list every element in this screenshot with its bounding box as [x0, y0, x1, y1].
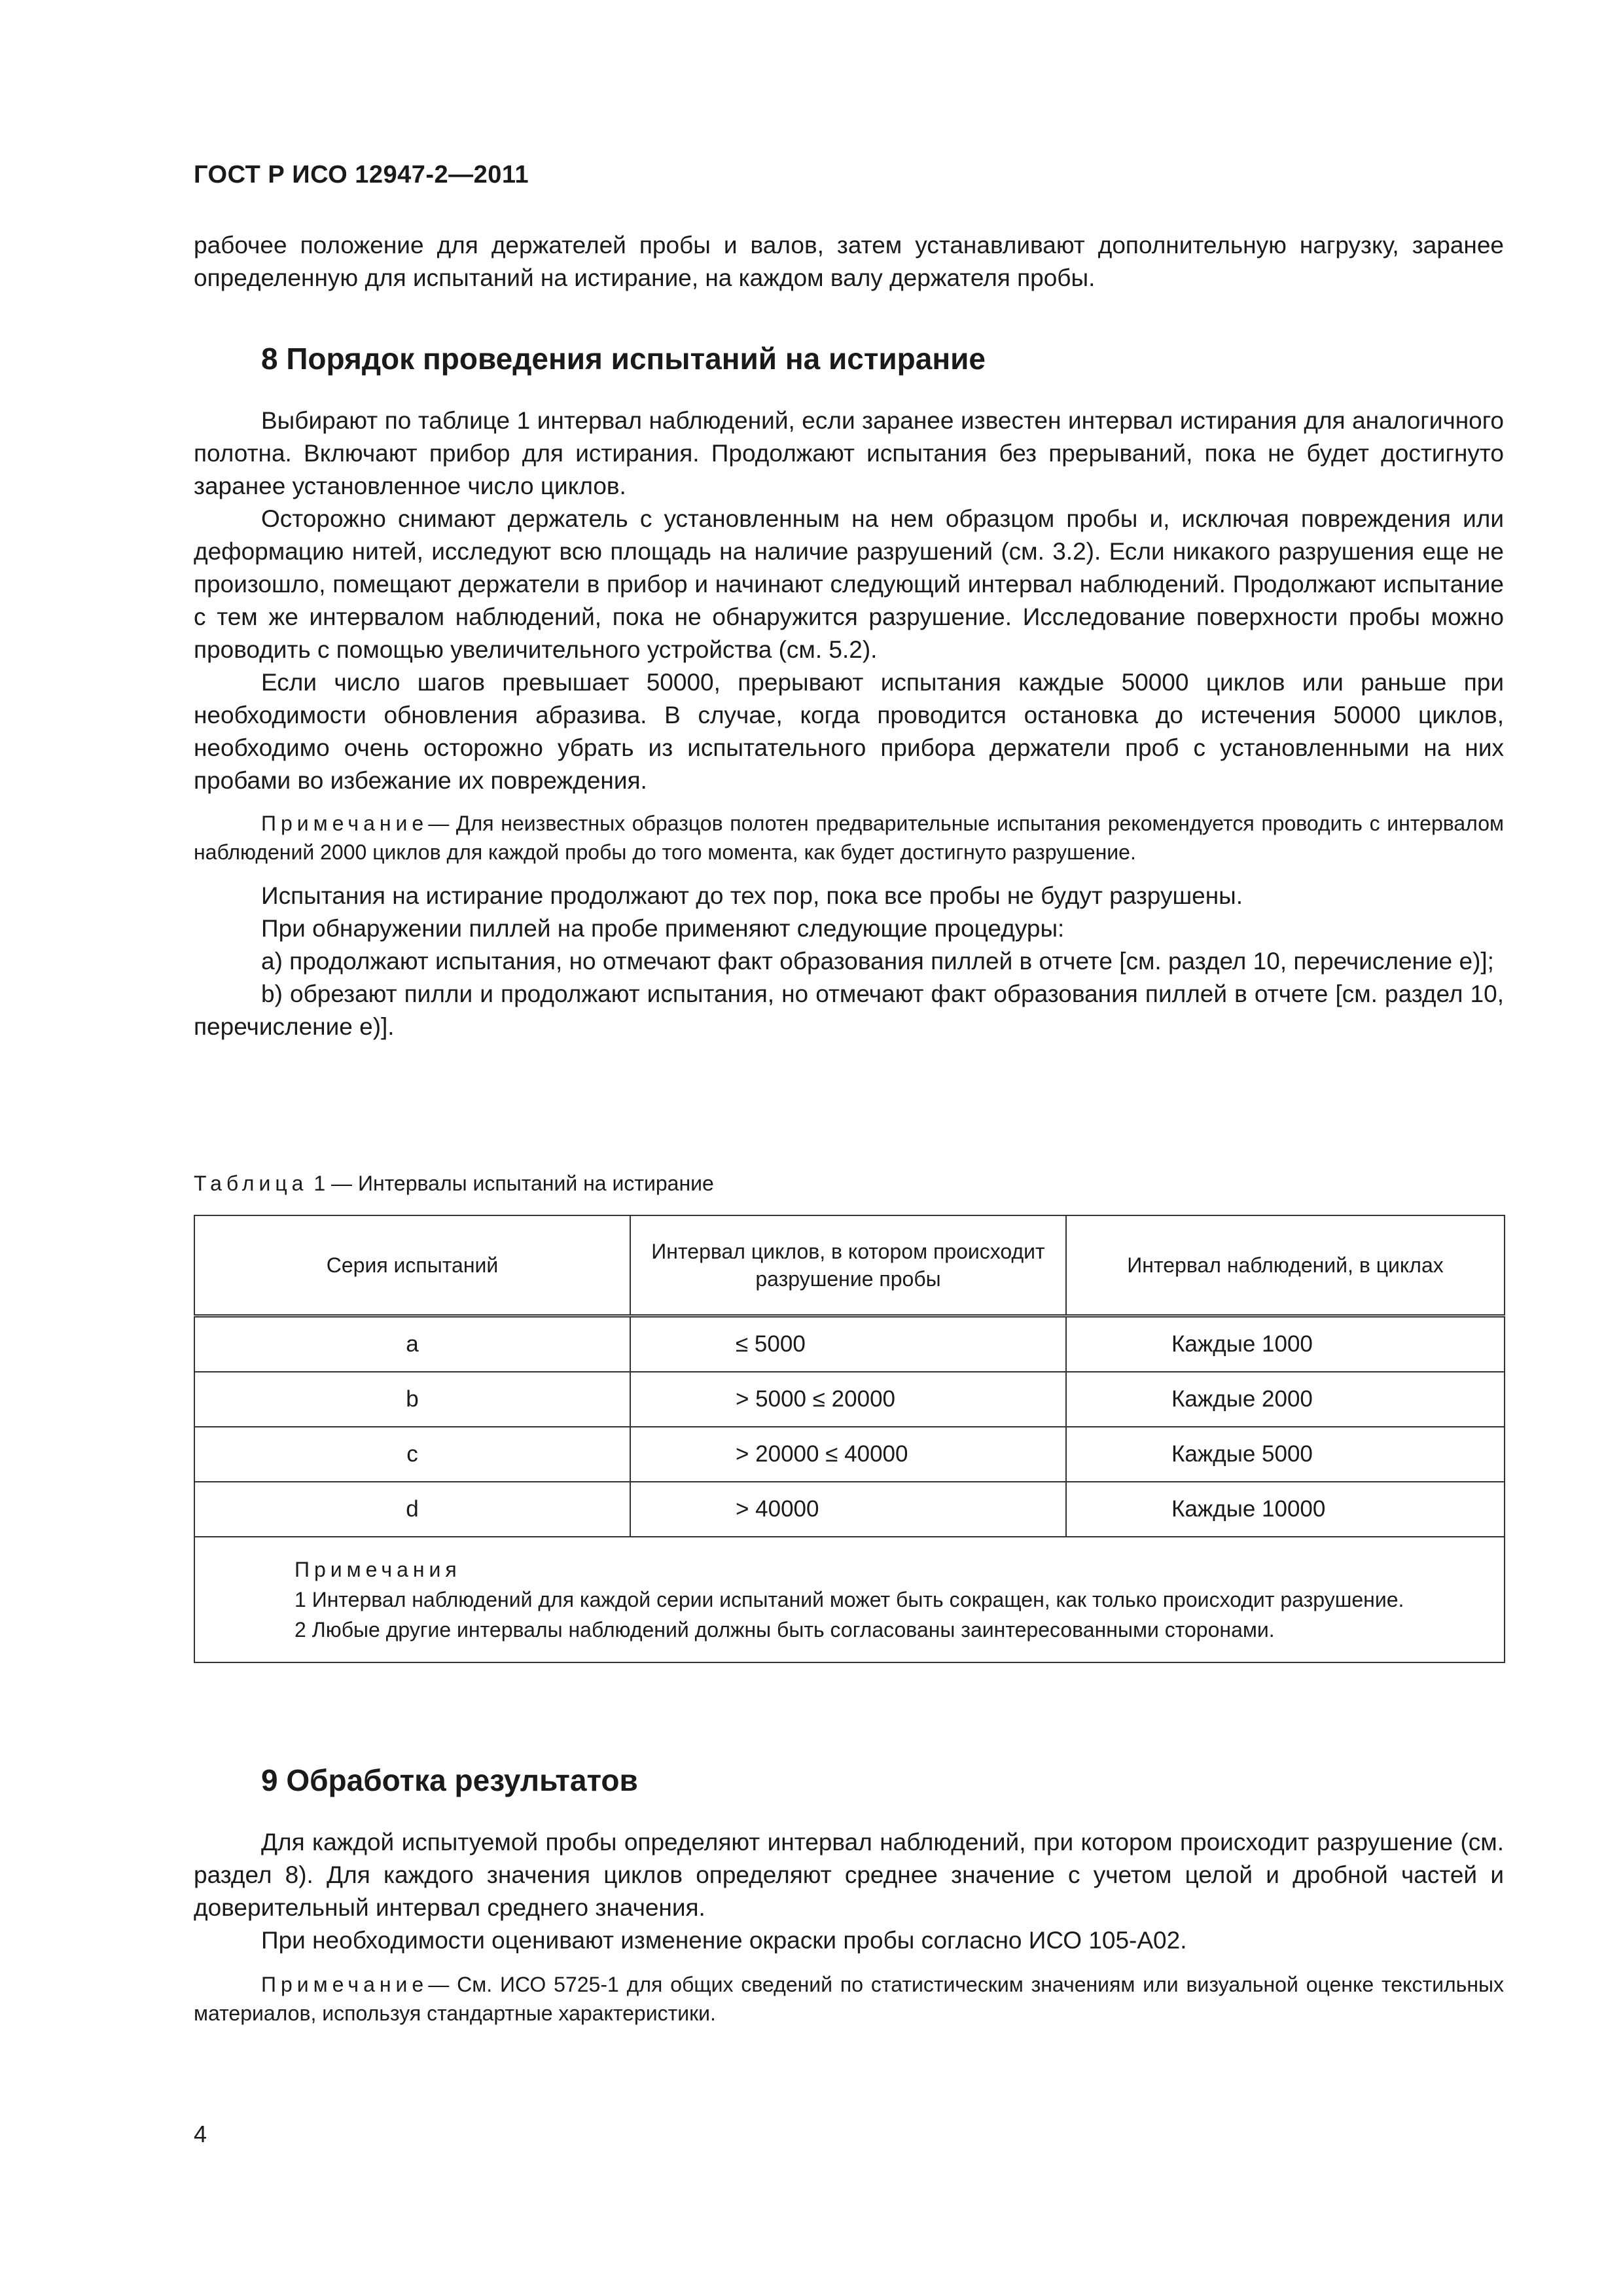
cell-series: a [194, 1316, 630, 1372]
intro-paragraph-block [194, 229, 1504, 295]
section-8-paragraph: Выбирают по таблице 1 интервал наблюдений, если заранее известен интервал истирания для аналогичного полотна. Включают прибор для истирания. Продолжают испытания без прерываний, пока не будет достигнуто заранее установленное число циклов. [194, 407, 1504, 499]
section-9-paragraph: Для каждой испытуемой пробы определяют интервал наблюдений, при котором происходит разрушение (см. раздел 8). Для каждого значения циклов определяют среднее значение с учетом целой и дробной частей и доверительный интервал среднего значения. [194, 1829, 1504, 1921]
section-9-title: 9 Обработка результатов [261, 1763, 638, 1797]
intervals-table [194, 1215, 1505, 1663]
cell-series: c [194, 1427, 630, 1482]
cell-observation: Каждые 1000 [1066, 1316, 1505, 1372]
cell-series: b [194, 1372, 630, 1427]
table-row [194, 1372, 1505, 1427]
table-1 [194, 1215, 1504, 1663]
list-item-a: a) продолжают испытания, но отмечают факт образования пиллей в отчете [см. раздел 10, перечисление e)]; [261, 948, 1494, 975]
table-row [194, 1482, 1505, 1537]
table-note: 1 Интервал наблюдений для каждой серии испытаний может быть сокращен, как только происходит разрушение. [294, 1588, 1404, 1611]
page-number: 4 [194, 2121, 207, 2147]
section-8-title: 8 Порядок проведения испытаний на истирание [261, 342, 986, 376]
table-caption-text: 1 — Интервалы испытаний на истирание [308, 1172, 714, 1195]
cell-observation: Каждые 5000 [1066, 1427, 1505, 1482]
cell-cycle-range: ≤ 5000 [630, 1316, 1066, 1372]
section-8-note [194, 809, 1504, 867]
note-label: Примечание [261, 812, 429, 835]
section-8-paragraph: Осторожно снимают держатель с установленным на нем образцом пробы и, исключая повреждения или деформацию нитей, исследуют всю площадь на наличие разрушений (см. 3.2). Если никакого разрушения еще не произошло, помещают держатели в прибор и начинают следующий интервал наблюдений. Продолжают испытание с тем же интервалом наблюдений, пока не обнаружится разрушение. Исследование поверхности пробы можно проводить с помощью увеличительного устройства (см. 5.2). [194, 505, 1504, 663]
header-observation-interval: Интервал наблюдений, в циклах [1066, 1215, 1505, 1316]
list-item-b: b) обрезают пилли и продолжают испытания, но отмечают факт образования пиллей в отчете [см. раздел 10, перечисление e)]. [194, 980, 1504, 1040]
table-row [194, 1316, 1505, 1372]
section-8 [194, 339, 1504, 1043]
table-note: 2 Любые другие интервалы наблюдений должны быть согласованы заинтересованными сторонами. [294, 1618, 1275, 1641]
running-head: ГОСТ Р ИСО 12947-2—2011 [194, 161, 529, 188]
cell-cycle-range: > 5000 ≤ 20000 [630, 1372, 1066, 1427]
note-text: — См. ИСО 5725-1 для общих сведений по статистическим значениям или визуальной оценке текстильных материалов, используя стандартные характеристики. [194, 1973, 1504, 2025]
header-series: Серия испытаний [194, 1215, 630, 1316]
section-9-paragraph: При необходимости оценивают изменение окраски пробы согласно ИСО 105-A02. [261, 1927, 1187, 1954]
table-notes-cell [194, 1537, 1505, 1662]
table-header-row [194, 1215, 1505, 1316]
cell-series: d [194, 1482, 630, 1537]
section-9 [194, 1761, 1504, 2028]
table-notes-label: Примечания [294, 1558, 461, 1581]
cell-observation: Каждые 10000 [1066, 1482, 1505, 1537]
cell-observation: Каждые 2000 [1066, 1372, 1505, 1427]
table-row [194, 1427, 1505, 1482]
cell-cycle-range: > 20000 ≤ 40000 [630, 1427, 1066, 1482]
section-8-paragraph: Испытания на истирание продолжают до тех пор, пока все пробы не будут разрушены. [261, 882, 1243, 909]
table-notes-row [194, 1537, 1505, 1662]
section-9-note [194, 1970, 1504, 2028]
note-label: Примечание [261, 1973, 429, 1996]
table-caption-label: Таблица [194, 1172, 308, 1195]
note-text: — Для неизвестных образцов полотен предварительные испытания рекомендуется проводить с интервалом наблюдений 2000 циклов для каждой пробы до того момента, как будет достигнуто разрушение. [194, 812, 1504, 864]
section-8-paragraph: При обнаружении пиллей на пробе применяют следующие процедуры: [261, 915, 1065, 942]
table-1-caption [194, 1169, 1504, 1198]
cell-cycle-range: > 40000 [630, 1482, 1066, 1537]
intro-paragraph: рабочее положение для держателей пробы и валов, затем устанавливают дополнительную нагрузку, заранее определенную для испытаний на истирание, на каждом валу держателя пробы. [194, 232, 1504, 291]
header-cycle-range: Интервал циклов, в котором происходит разрушение пробы [630, 1215, 1066, 1316]
section-8-paragraph: Если число шагов превышает 50000, прерывают испытания каждые 50000 циклов или раньше при необходимости обновления абразива. В случае, когда проводится остановка до истечения 50000 циклов, необходимо очень осторожно убрать из испытательного прибора держатели проб с установленными на них пробами во избежание их повреждения. [194, 669, 1504, 794]
